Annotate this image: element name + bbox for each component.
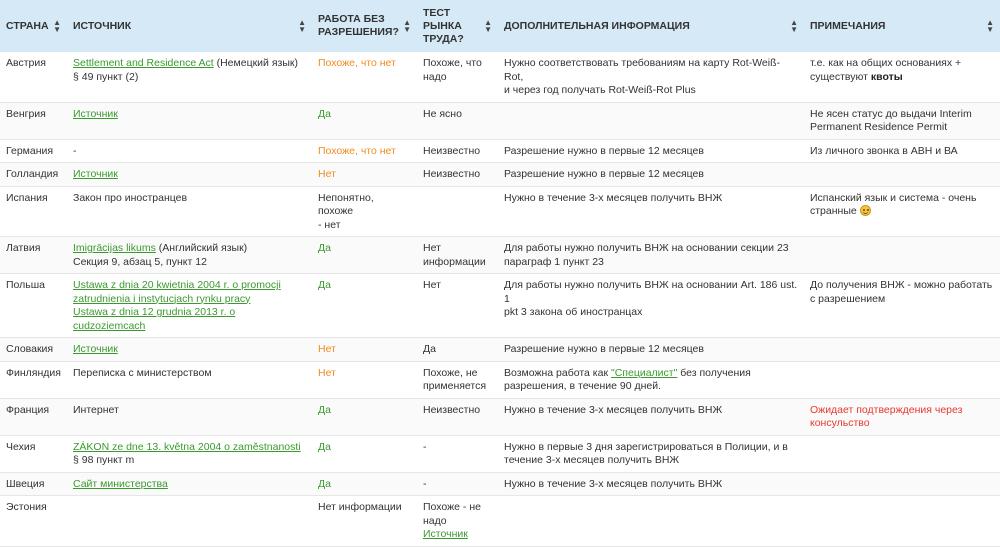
cell-notes: Ожидает подтверждения через консульство <box>804 398 1000 435</box>
table-row <box>0 472 1000 496</box>
source-lang: (Немецкий язык) <box>213 57 298 69</box>
source-link[interactable]: Источник <box>73 168 118 180</box>
table-row <box>0 361 1000 398</box>
cell-country: Латвия <box>0 237 67 274</box>
sort-arrows-icon[interactable]: ▲ ▼ <box>403 18 411 34</box>
header-work-label-2: РАЗРЕШЕНИЯ? <box>318 26 399 38</box>
cell-info: Разрешение нужно в первые 12 месяцев <box>498 139 804 163</box>
cell-work: Да <box>312 274 417 338</box>
source-link[interactable]: Источник <box>73 343 118 355</box>
cell-test: Нет <box>417 274 498 338</box>
cell-notes <box>804 338 1000 362</box>
cell-info: Нужно в течение 3-х месяцев получить ВНЖ <box>498 398 804 435</box>
cell-work: Нет <box>312 338 417 362</box>
table-row <box>0 163 1000 187</box>
cell-test: Похоже - не надо Источник <box>417 496 498 547</box>
cell-source: ZÁKON ze dne 13. května 2004 o zaměstnanosti § 98 пункт m <box>67 435 312 472</box>
cell-source <box>67 472 312 496</box>
source-link[interactable]: Сайт министерства <box>73 477 168 490</box>
header-info-label: ДОПОЛНИТЕЛЬНАЯ ИНФОРМАЦИЯ <box>504 19 690 32</box>
specialist-link[interactable]: "Специалист" <box>610 366 678 379</box>
cell-source <box>67 496 312 547</box>
source-link[interactable]: Источник <box>423 528 468 540</box>
header-info[interactable] <box>498 0 804 52</box>
header-test-label-3: ТРУДА? <box>423 32 464 45</box>
source-link[interactable]: ZÁKON ze dne 13. května 2004 o zaměstnanosti <box>73 440 301 453</box>
cell-info: Для работы нужно получить ВНЖ на основании Art. 186 ust. 1 pkt 3 закона об иностранцах <box>498 274 804 338</box>
cell-notes <box>804 496 1000 547</box>
cell-test: - <box>417 472 498 496</box>
table-header-row <box>0 0 1000 52</box>
cell-work: Да <box>312 237 417 274</box>
source-link[interactable]: Imigrācijas likums <box>73 242 156 254</box>
cell-country: Испания <box>0 186 67 237</box>
cell-work: Да <box>312 102 417 139</box>
header-source-label: ИСТОЧНИК <box>73 19 132 32</box>
cell-notes: Не ясен статус до выдачи Interim Permanent Residence Permit <box>804 102 1000 139</box>
cell-notes <box>804 163 1000 187</box>
header-test-label-2: РЫНКА <box>423 19 462 32</box>
cell-work: Нет информации <box>312 496 417 547</box>
sort-arrows-icon[interactable]: ▲ ▼ <box>298 18 306 34</box>
cell-info: Для работы нужно получить ВНЖ на основании секции 23 параграф 1 пункт 23 <box>498 237 804 274</box>
source-link[interactable]: Ustawa z dnia 12 grudnia 2013 r. o cudzoziemcach <box>73 306 236 332</box>
header-test-label-1: ТЕСТ <box>423 6 451 19</box>
cell-notes <box>804 435 1000 472</box>
cell-info: Нужно в течение 3-х месяцев получить ВНЖ <box>498 186 804 237</box>
cell-country: Чехия <box>0 435 67 472</box>
cell-test: - <box>417 435 498 472</box>
cell-notes: Испанский язык и система - очень странные <box>804 186 1000 237</box>
cell-info: Возможна работа как "Специалист" без получения разрешения, в течение 90 дней. <box>498 361 804 398</box>
table-row <box>0 338 1000 362</box>
cell-source <box>67 163 312 187</box>
sort-arrows-icon[interactable]: ▲ ▼ <box>986 18 994 34</box>
cell-notes <box>804 472 1000 496</box>
sort-arrows-icon[interactable]: ▲ ▼ <box>484 18 492 34</box>
cell-source <box>67 274 312 338</box>
header-country[interactable] <box>0 0 67 52</box>
cell-source <box>67 102 312 139</box>
table-row <box>0 102 1000 139</box>
cell-test: Похоже, не применяется <box>417 361 498 398</box>
cell-info <box>498 496 804 547</box>
cell-test: Неизвестно <box>417 139 498 163</box>
cell-info: Нужно соответствовать требованиям на карту Rot-Weiß-Rot, и через год получать Rot-Weiß-Rot Plus <box>498 52 804 102</box>
header-notes[interactable] <box>804 0 1000 52</box>
cell-notes: До получения ВНЖ - можно работать с разрешением <box>804 274 1000 338</box>
cell-test: Да <box>417 338 498 362</box>
cell-work: Да <box>312 435 417 472</box>
cell-work: Нет <box>312 361 417 398</box>
cell-work: Да <box>312 472 417 496</box>
cell-country: Франция <box>0 398 67 435</box>
header-source[interactable] <box>67 0 312 52</box>
cell-country: Швеция <box>0 472 67 496</box>
cell-test: Похоже, что надо <box>417 52 498 102</box>
cell-notes <box>804 237 1000 274</box>
cell-test: Неизвестно <box>417 398 498 435</box>
table-row <box>0 237 1000 274</box>
cell-source <box>67 52 312 102</box>
header-labor-test[interactable] <box>417 0 498 52</box>
header-notes-label: ПРИМЕЧАНИЯ <box>810 19 886 32</box>
header-work-label-1: РАБОТА БЕЗ <box>318 13 385 25</box>
source-clause: § 49 пункт (2) <box>73 70 139 83</box>
cell-test: Неизвестно <box>417 163 498 187</box>
cell-source: Закон про иностранцев <box>67 186 312 237</box>
cell-test: Не ясно <box>417 102 498 139</box>
cell-info: Разрешение нужно в первые 12 месяцев <box>498 163 804 187</box>
cell-country: Польша <box>0 274 67 338</box>
cell-info <box>498 102 804 139</box>
cell-country: Венгрия <box>0 102 67 139</box>
table-row <box>0 496 1000 547</box>
cell-country: Австрия <box>0 52 67 102</box>
cell-test <box>417 186 498 237</box>
cell-country: Словакия <box>0 338 67 362</box>
table-row <box>0 186 1000 237</box>
cell-info: Нужно в течение 3-х месяцев получить ВНЖ <box>498 472 804 496</box>
cell-country: Голландия <box>0 163 67 187</box>
cell-source: Переписка с министерством <box>67 361 312 398</box>
cell-source <box>67 338 312 362</box>
cell-test: Нет информации <box>417 237 498 274</box>
cell-work: Да <box>312 398 417 435</box>
table-row <box>0 139 1000 163</box>
cell-country: Финляндия <box>0 361 67 398</box>
cell-info: Нужно в первые 3 дня зарегистрироваться в Полиции, и в течение 3-х месяцев получить ВНЖ <box>498 435 804 472</box>
table-row <box>0 398 1000 435</box>
table-row <box>0 274 1000 338</box>
cell-source: - <box>67 139 312 163</box>
cell-source: Imigrācijas likums (Английский язык) Секция 9, абзац 5, пункт 12 <box>67 237 312 274</box>
cell-country: Эстония <box>0 496 67 547</box>
cell-work: Нет <box>312 163 417 187</box>
cell-notes: Из личного звонка в АВН и ВА <box>804 139 1000 163</box>
sort-arrows-icon[interactable]: ▲ ▼ <box>53 18 61 34</box>
source-link[interactable]: Settlement and Residence Act <box>73 57 214 69</box>
cell-work: Непонятно, похоже - нет <box>312 186 417 237</box>
cell-work: Похоже, что нет <box>312 52 417 102</box>
cell-info: Разрешение нужно в первые 12 месяцев <box>498 338 804 362</box>
cell-source: Интернет <box>67 398 312 435</box>
cell-notes <box>804 361 1000 398</box>
source-link[interactable]: Источник <box>73 107 118 120</box>
header-country-label: СТРАНА <box>6 19 49 32</box>
source-link[interactable]: Ustawa z dnia 20 kwietnia 2004 r. o promocji zatrudnienia i instytucjach rynku pracy <box>73 279 281 305</box>
smiley-icon <box>860 205 871 216</box>
header-work-permit[interactable] <box>312 0 417 52</box>
cell-work: Похоже, что нет <box>312 139 417 163</box>
cell-notes: т.е. как на общих основаниях + существуют квоты <box>804 52 1000 102</box>
cell-country: Германия <box>0 139 67 163</box>
table-row <box>0 435 1000 472</box>
table-row <box>0 52 1000 102</box>
sort-arrows-icon[interactable]: ▲ ▼ <box>790 18 798 34</box>
